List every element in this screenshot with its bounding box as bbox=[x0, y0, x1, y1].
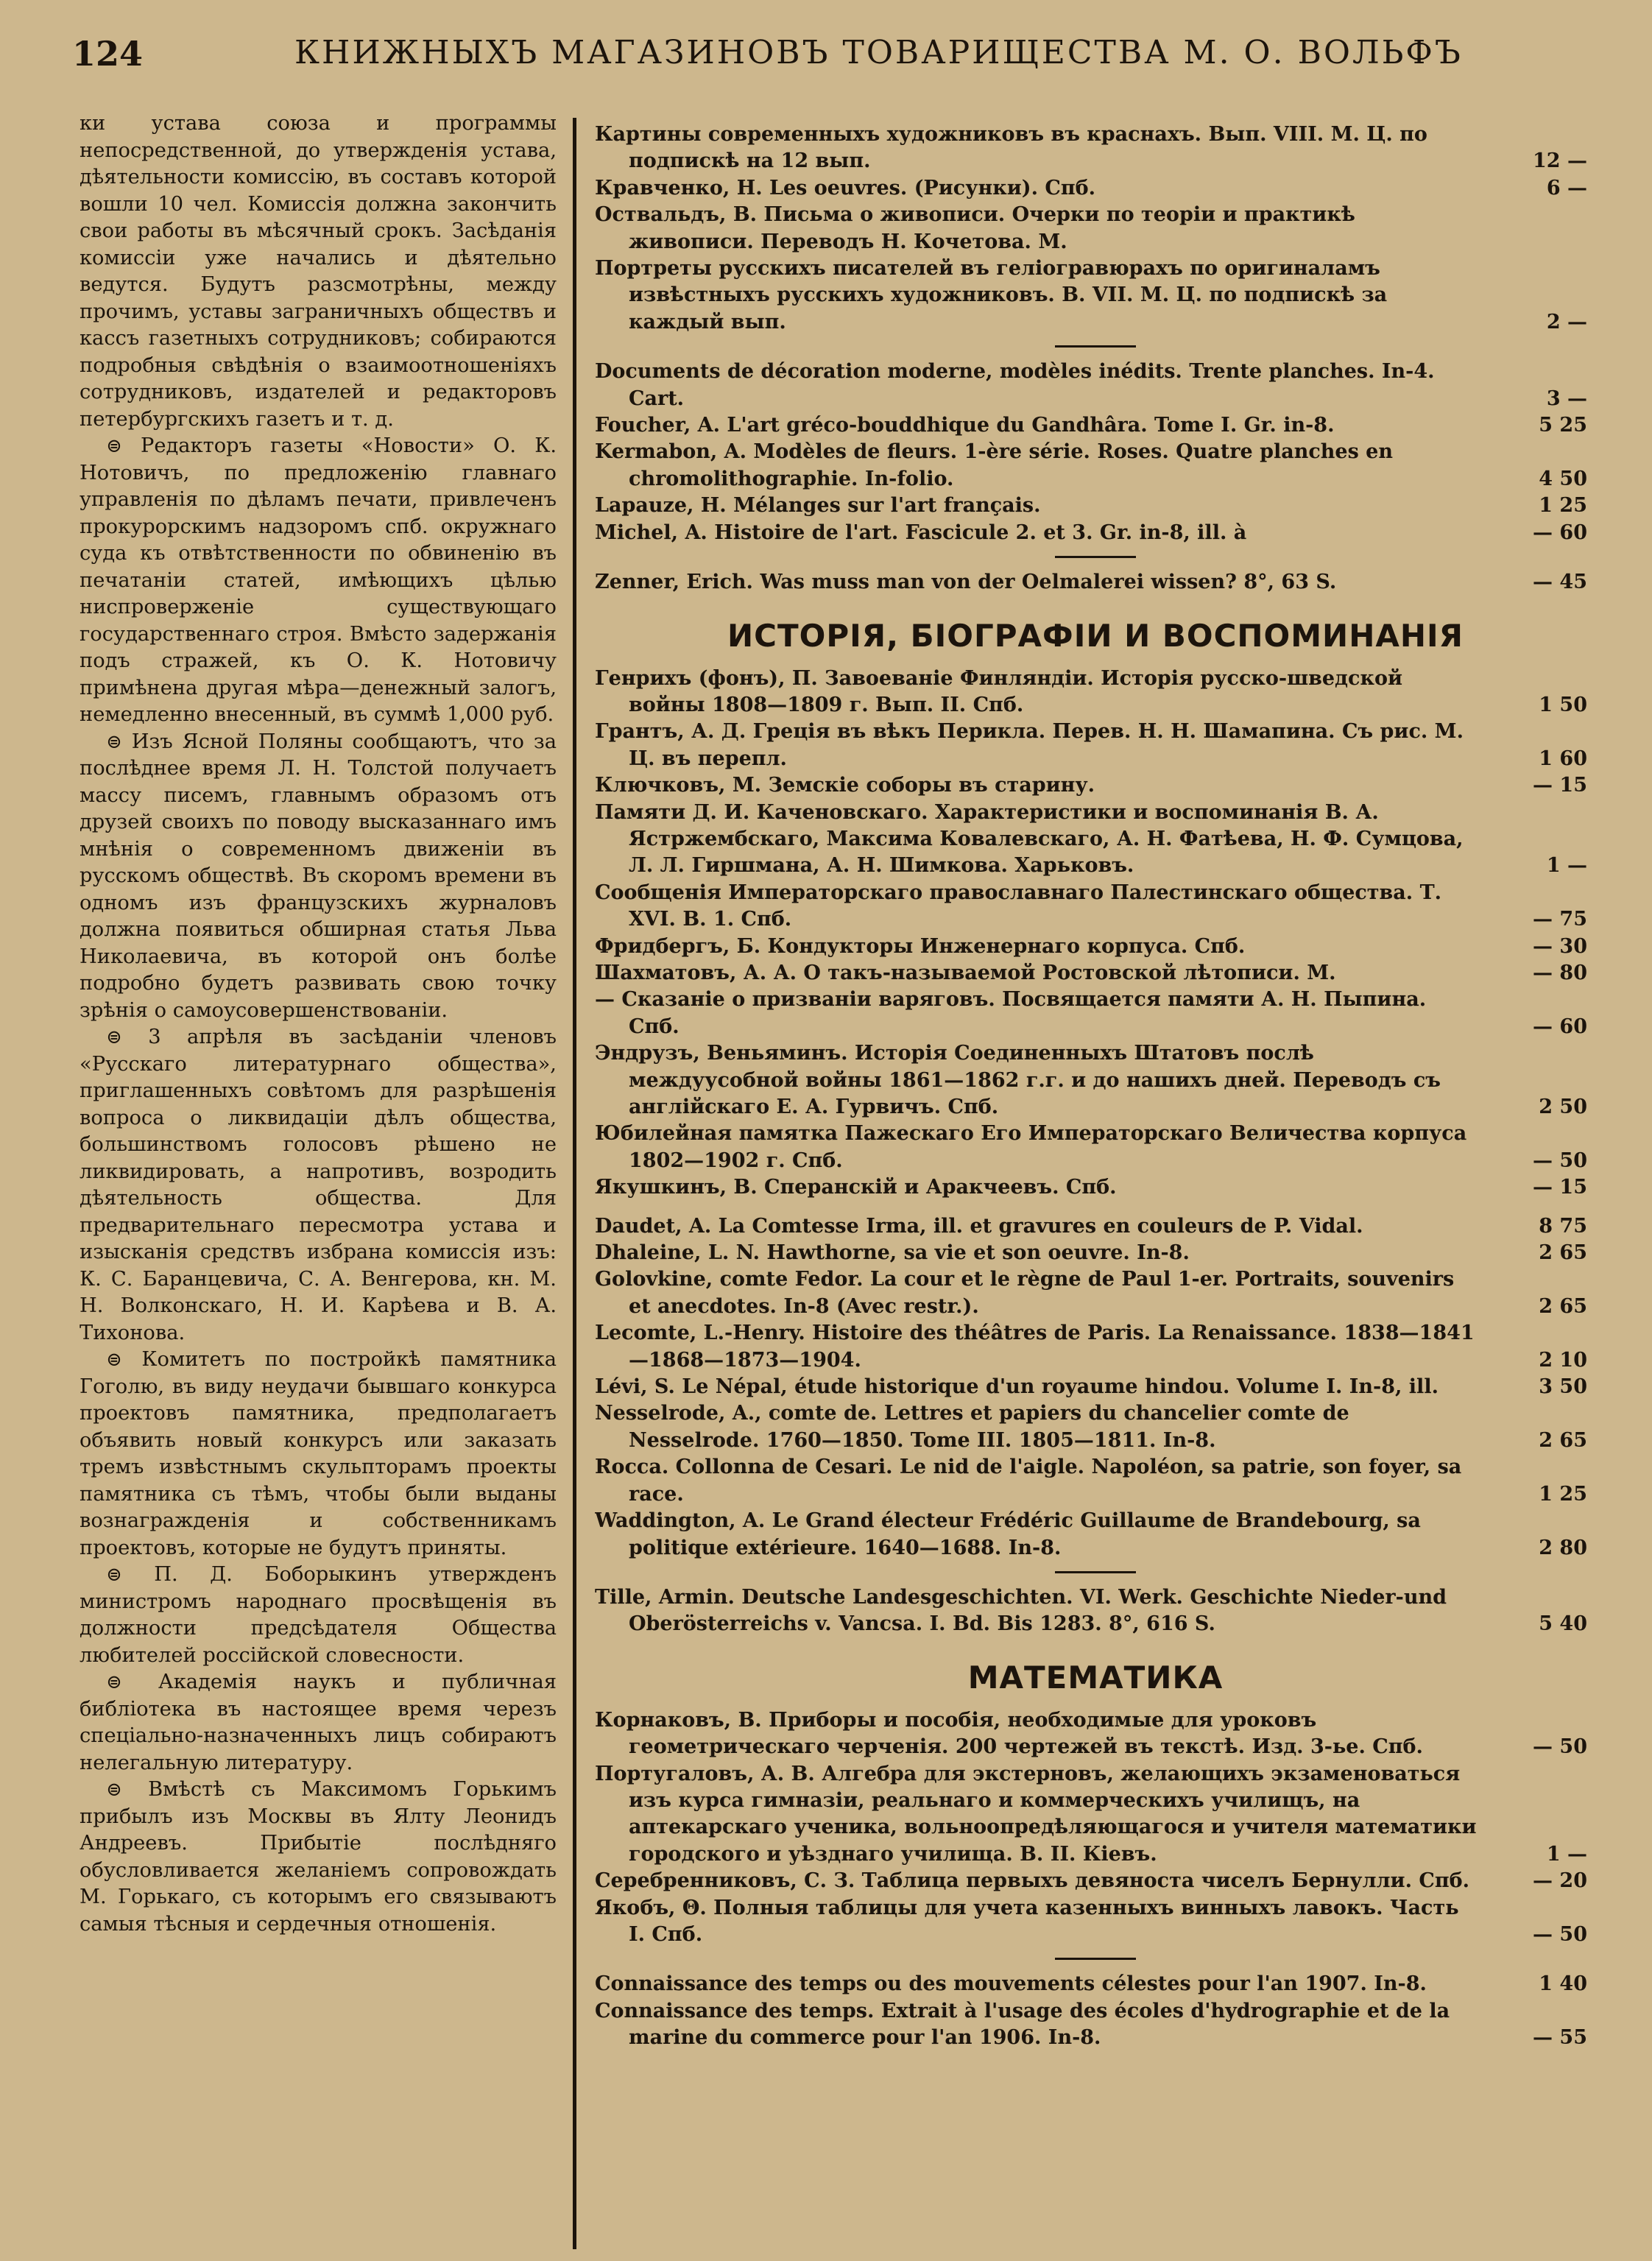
news-bullet-icon: ⊜ bbox=[106, 1671, 122, 1693]
news-bullet-icon: ⊜ bbox=[106, 1026, 122, 1048]
entry-price: 5 25 bbox=[1539, 414, 1587, 437]
entry-price: 2 — bbox=[1546, 310, 1587, 334]
news-bullet-icon: ⊜ bbox=[106, 1779, 122, 1801]
entry-price: 12 — bbox=[1533, 149, 1587, 173]
news-text: ки устава союза и программы непосредственной, до утвержденія устава, дѣятельности комиссію, въ составъ которой вошли 10 чел. Комиссія должна закончить свои работы въ мѣсячный срокъ. Засѣданія комиссіи уже начались и дѣятельно ведутся. Будутъ разсмотрѣны, между прочимъ, уставы заграничныхъ обществъ и кассъ газетныхъ сотрудниковъ; собираются подробныя свѣдѣнія о взаимоотношеніяхъ сотрудниковъ, издателей и редакторовъ петербургскихъ газетъ и т. д. bbox=[80, 112, 557, 431]
news-text: Комитетъ по постройкѣ памятника Гоголю, въ виду неудачи бывшаго конкурса проектовъ памятника, предполагаетъ объявить новый конкурсъ или заказать тремъ извѣстнымъ скульпторамъ проекты памятника съ тѣмъ, чтобы были выданы вознагражденія и собственникамъ проектовъ, которые не будутъ приняты. bbox=[80, 1348, 557, 1559]
entry-title: Корнаковъ, В. Приборы и пособія, необходимые для уроковъ геометрическаго черченія. 200 чертежей въ текстѣ. Изд. 3-ье. Спб. bbox=[595, 1708, 1423, 1759]
entry-price: — 55 bbox=[1533, 2026, 1587, 2050]
entry-price: 1 25 bbox=[1539, 494, 1587, 518]
catalog-entry bbox=[595, 1174, 1596, 1201]
entry-title: Waddington, A. Le Grand électeur Frédéric Guillaume de Brandebourg, sa politique extérieure. 1640—1688. In-8. bbox=[595, 1509, 1421, 1559]
catalog-entry bbox=[595, 960, 1596, 987]
catalog-entry bbox=[595, 439, 1596, 493]
entry-title: Памяти Д. И. Каченовскаго. Характеристики и воспоминанія В. А. Ястржембскаго, Максима Ковалевскаго, А. Н. Фатѣева, Н. Ф. Сумцова, Л. Л. Гиршмана, А. Н. Шимкова. Харьковъ. bbox=[595, 800, 1464, 878]
entry-title: Documents de décoration moderne, modèles inédits. Trente planches. In-4. Cart. bbox=[595, 360, 1435, 410]
entry-title: Фридбергъ, Б. Кондукторы Инженернаго корпуса. Спб. bbox=[595, 934, 1246, 958]
entry-price: 2 65 bbox=[1539, 1294, 1587, 1318]
catalog-entry bbox=[595, 175, 1596, 202]
news-paragraph bbox=[80, 1347, 557, 1562]
entry-price: 2 10 bbox=[1539, 1348, 1587, 1372]
catalog-entry bbox=[595, 719, 1596, 772]
separator-rule bbox=[1055, 1958, 1136, 1960]
entry-price: — 50 bbox=[1533, 1735, 1587, 1759]
art-de-group bbox=[595, 569, 1596, 596]
entry-price: 1 — bbox=[1546, 1842, 1587, 1866]
entry-title: Daudet, A. La Comtesse Irma, ill. et gravures en couleurs de P. Vidal. bbox=[595, 1214, 1363, 1238]
news-text: Вмѣстѣ съ Максимомъ Горькимъ прибылъ изъ Москвы въ Ялту Леонидъ Андреевъ. Прибытіе послѣдняго обусловливается желаніемъ сопровождать М. Горькаго, съ которымъ его связываютъ самыя тѣсныя и сердечныя отношенія. bbox=[80, 1778, 557, 1936]
catalog-entry bbox=[595, 987, 1596, 1040]
catalog-entry bbox=[595, 520, 1596, 546]
catalog-entry bbox=[595, 1895, 1596, 1949]
separator-rule bbox=[1055, 345, 1136, 348]
catalog-entry bbox=[595, 412, 1596, 439]
entry-price: — 80 bbox=[1533, 961, 1587, 984]
entry-title: Сообщенія Императорскаго православнаго Палестинскаго общества. Т. XVI. В. 1. Спб. bbox=[595, 881, 1442, 931]
entry-title: Генрихъ (фонъ), П. Завоеваніе Финляндіи. Исторія русско-шведской войны 1808—1809 г. Вып. II. Спб. bbox=[595, 666, 1403, 716]
entry-price: 4 50 bbox=[1539, 467, 1587, 490]
entry-price: — 15 bbox=[1533, 1176, 1587, 1199]
entry-title: Lapauze, H. Mélanges sur l'art français. bbox=[595, 494, 1041, 518]
entry-price: — 60 bbox=[1533, 1015, 1587, 1038]
catalog-entry bbox=[595, 1240, 1596, 1266]
news-paragraph bbox=[80, 1024, 557, 1347]
news-paragraph bbox=[80, 110, 557, 433]
entry-title: Kermabon, A. Modèles de fleurs. 1-ère série. Roses. Quatre planches en chromolithographie. In-folio. bbox=[595, 440, 1393, 490]
page-header bbox=[0, 28, 1652, 94]
entry-price: — 45 bbox=[1533, 571, 1587, 594]
entry-title: Michel, A. Histoire de l'art. Fascicule 2. et 3. Gr. in-8, ill. à bbox=[595, 521, 1247, 544]
entry-price: 3 — bbox=[1546, 387, 1587, 410]
entry-title: Nesselrode, A., comte de. Lettres et papiers du chancelier comte de Nesselrode. 1760—1850. Tome III. 1805—1811. In-8. bbox=[595, 1402, 1349, 1452]
catalog-entry bbox=[595, 1584, 1596, 1638]
catalog-column bbox=[595, 121, 1596, 2249]
catalog-entry bbox=[595, 1998, 1596, 2052]
history-ru-group bbox=[595, 666, 1596, 1202]
entry-price: 1 25 bbox=[1539, 1482, 1587, 1506]
entry-title: Foucher, A. L'art gréco-bouddhique du Gandhâra. Tome I. Gr. in-8. bbox=[595, 414, 1335, 437]
news-text: Редакторъ газеты «Новости» О. К. Нотовичъ, по предложенію главнаго управленія по дѣламъ печати, привлеченъ прокурорскимъ надзоромъ спб. окружнаго суда къ отвѣтственности по обвиненію въ печатаніи статей, имѣющихъ цѣлью ниспроверженіе существующаго государственнаго строя. Вмѣсто задержанія подъ стражей, къ О. К. Нотовичу примѣнена другая мѣра—денежный залогъ, немедленно внесенный, въ суммѣ 1,000 руб. bbox=[80, 434, 557, 726]
catalog-entry bbox=[595, 1213, 1596, 1240]
news-text: Изъ Ясной Поляны сообщаютъ, что за послѣднее время Л. Н. Толстой получаетъ массу писемъ, главнымъ образомъ отъ друзей своихъ по поводу высказаннаго имъ мнѣнія о современномъ движеніи въ русскомъ обществѣ. Въ скоромъ времени въ одномъ изъ французскихъ журналовъ должна появиться обширная статья Льва Николаевича, въ которой онъ болѣе подробно будетъ развивать свою точку зрѣнія о самоусовершенствованіи. bbox=[80, 730, 557, 1022]
entry-title: Lecomte, L.-Henry. Histoire des théâtres de Paris. La Renaissance. 1838—1841—1868—1873—1904. bbox=[595, 1322, 1475, 1372]
news-bullet-icon: ⊜ bbox=[106, 435, 122, 457]
entry-title: Dhaleine, L. N. Hawthorne, sa vie et son oeuvre. In-8. bbox=[595, 1241, 1190, 1265]
news-text: Академія наукъ и публичная библіотека въ настоящее время черезъ спеціально-назначенныхъ лицъ собираютъ нелегальную литературу. bbox=[80, 1671, 557, 1774]
entry-title: Якобъ, Θ. Полныя таблицы для учета казенныхъ винныхъ лавокъ. Часть I. Спб. bbox=[595, 1896, 1459, 1946]
news-paragraph bbox=[80, 729, 557, 1025]
entry-title: Шахматовъ, А. А. О такъ-называемой Ростовской лѣтописи. М. bbox=[595, 961, 1336, 984]
entry-title: Lévi, S. Le Népal, étude historique d'un royaume hindou. Volume I. In-8, ill. bbox=[595, 1375, 1439, 1399]
entry-title: Картины современныхъ художниковъ въ краснахъ. Вып. VIII. М. Ц. по подпискѣ на 12 вып. bbox=[595, 123, 1427, 173]
entry-price: — 75 bbox=[1533, 908, 1587, 931]
separator-rule bbox=[1055, 556, 1136, 558]
news-text: 3 апрѣля въ засѣданіи членовъ «Русскаго литературнаго общества», приглашенныхъ совѣтомъ для разрѣшенія вопроса о ликвидаціи дѣлъ общества, большинствомъ голосовъ рѣшено не ликвидировать, а напротивъ, возродить дѣятельность общества. Для предварительнаго пересмотра устава и изысканія средствъ избрана комиссія изъ: К. С. Баранцевича, С. А. Венгерова, кн. М. Н. Волконскаго, Н. И. Карѣева и В. А. Тихонова. bbox=[80, 1026, 557, 1344]
catalog-entry bbox=[595, 800, 1596, 880]
catalog-entry bbox=[595, 121, 1596, 175]
column-divider bbox=[573, 118, 576, 2249]
entry-price: — 20 bbox=[1533, 1869, 1587, 1893]
news-paragraph bbox=[80, 1777, 557, 1938]
catalog-entry bbox=[595, 1374, 1596, 1400]
entry-price: 1 — bbox=[1546, 854, 1587, 878]
entry-price: 8 75 bbox=[1539, 1214, 1587, 1238]
catalog-entry bbox=[595, 934, 1596, 960]
catalog-entry bbox=[595, 569, 1596, 596]
entry-price: 6 — bbox=[1546, 176, 1587, 200]
art-fr-group bbox=[595, 359, 1596, 546]
entry-title: Кравченко, Н. Les oeuvres. (Рисунки). Спб. bbox=[595, 176, 1096, 200]
entry-price: — 50 bbox=[1533, 1922, 1587, 1946]
catalog-entry bbox=[595, 255, 1596, 336]
catalog-entry bbox=[595, 1320, 1596, 1374]
catalog-entry bbox=[595, 202, 1596, 255]
entry-price: 2 80 bbox=[1539, 1536, 1587, 1559]
separator-rule bbox=[1055, 1571, 1136, 1573]
entry-title: Connaissance des temps ou des mouvements célestes pour l'an 1907. In-8. bbox=[595, 1972, 1427, 1996]
math-ru-group bbox=[595, 1707, 1596, 1949]
catalog-entry bbox=[595, 359, 1596, 412]
page-number: 124 bbox=[72, 34, 144, 74]
catalog-entry bbox=[595, 493, 1596, 519]
entry-price: — 50 bbox=[1533, 1149, 1587, 1172]
history-fr-group bbox=[595, 1213, 1596, 1562]
catalog-entry bbox=[595, 1121, 1596, 1174]
catalog-entry bbox=[595, 1868, 1596, 1894]
group-spacer bbox=[595, 1202, 1596, 1213]
catalog-entry bbox=[595, 1400, 1596, 1454]
entry-title: Оствальдъ, В. Письма о живописи. Очерки по теоріи и практикѣ живописи. Переводъ Н. Кочетова. М. bbox=[595, 203, 1355, 253]
catalog-entry bbox=[595, 1508, 1596, 1562]
entry-title: Rocca. Collonna de Cesari. Le nid de l'aigle. Napoléon, sa patrie, son foyer, sa race. bbox=[595, 1456, 1462, 1506]
entry-title: Tille, Armin. Deutsche Landesgeschichten. VI. Werk. Geschichte Nieder-und Oberösterreichs v. Vancsa. I. Bd. Bis 1283. 8°, 616 S. bbox=[595, 1585, 1447, 1636]
running-title: КНИЖНЫХЪ МАГАЗИНОВЪ ТОВАРИЩЕСТВА М. О. ВОЛЬФЪ bbox=[294, 34, 1463, 71]
entry-price: 1 50 bbox=[1539, 693, 1587, 716]
news-paragraph bbox=[80, 1669, 557, 1777]
news-bullet-icon: ⊜ bbox=[106, 1564, 122, 1586]
entry-price: — 60 bbox=[1533, 521, 1587, 544]
entry-title: Португаловъ, А. В. Алгебра для экстерновъ, желающихъ экзаменоваться изъ курса гимназіи, реальнаго и коммерческихъ училищъ, на аптекарскаго ученика, вольноопредѣляющагося и учителя математики городского и уѣзднаго училища. В. II. Кіевъ. bbox=[595, 1762, 1477, 1866]
history-de-group bbox=[595, 1584, 1596, 1638]
entry-title: Ключковъ, М. Земскіе соборы въ старину. bbox=[595, 774, 1095, 797]
news-column bbox=[80, 110, 557, 2246]
entry-title: Connaissance des temps. Extrait à l'usage des écoles d'hydrographie et de la marine du commerce pour l'an 1906. In-8. bbox=[595, 1999, 1450, 2050]
catalog-entry bbox=[595, 772, 1596, 799]
catalog-entry bbox=[595, 880, 1596, 934]
news-text: П. Д. Боборыкинъ утвержденъ министромъ народнаго просвѣщенія въ должности предсѣдателя Общества любителей россійской словесности. bbox=[80, 1563, 557, 1667]
entry-title: Юбилейная памятка Пажескаго Его Императорскаго Величества корпуса 1802—1902 г. Спб. bbox=[595, 1122, 1467, 1172]
entry-price: 5 40 bbox=[1539, 1612, 1587, 1636]
entry-title: Портреты русскихъ писателей въ геліогравюрахъ по оригиналамъ извѣстныхъ русскихъ художниковъ. В. VII. М. Ц. по подпискѣ за каждый вып. bbox=[595, 257, 1388, 334]
entry-title: Серебренниковъ, С. З. Таблица первыхъ девяноста чиселъ Бернулли. Спб. bbox=[595, 1869, 1470, 1893]
entry-price: 2 65 bbox=[1539, 1241, 1587, 1265]
entry-title: Грантъ, А. Д. Греція въ вѣкъ Перикла. Перев. Н. Н. Шамапина. Съ рис. М. Ц. въ перепл. bbox=[595, 720, 1464, 770]
section-title-math: МАТЕМАТИКА bbox=[967, 1659, 1224, 1696]
entry-title: Эндрузъ, Веньяминъ. Исторія Соединенныхъ Штатовъ послѣ междуусобной войны 1861—1862 г.г. и до нашихъ дней. Переводъ съ англійскаго Е. А. Гурвичъ. Спб. bbox=[595, 1042, 1441, 1118]
catalog-entry bbox=[595, 1266, 1596, 1320]
news-bullet-icon: ⊜ bbox=[106, 730, 122, 753]
entry-price: 2 65 bbox=[1539, 1428, 1587, 1452]
entry-title: — Сказаніе о призваніи варяговъ. Посвящается памяти А. Н. Пыпина. Спб. bbox=[595, 988, 1427, 1038]
entry-price: 2 50 bbox=[1539, 1096, 1587, 1118]
catalog-entry bbox=[595, 1040, 1596, 1121]
section-title-history: ИСТОРІЯ, БІОГРАФІИ И ВОСПОМИНАНІЯ bbox=[727, 617, 1464, 654]
art-ru-group bbox=[595, 121, 1596, 336]
catalog-entry bbox=[595, 1707, 1596, 1761]
news-paragraph bbox=[80, 1562, 557, 1669]
news-paragraph bbox=[80, 433, 557, 729]
catalog-entry bbox=[595, 1454, 1596, 1508]
entry-title: Якушкинъ, В. Сперанскій и Аракчеевъ. Спб. bbox=[595, 1176, 1117, 1199]
catalog-entry bbox=[595, 1971, 1596, 1997]
entry-title: Golovkine, comte Fedor. La cour et le règne de Paul 1-er. Portraits, souvenirs et anecdotes. In-8 (Avec restr.). bbox=[595, 1268, 1455, 1318]
news-bullet-icon: ⊜ bbox=[106, 1349, 122, 1371]
entry-price: 1 60 bbox=[1539, 747, 1587, 770]
catalog-entry bbox=[595, 1761, 1596, 1869]
entry-price: 1 40 bbox=[1539, 1972, 1587, 1996]
entry-price: 3 50 bbox=[1539, 1375, 1587, 1399]
entry-price: — 30 bbox=[1533, 934, 1587, 958]
entry-price: — 15 bbox=[1533, 774, 1587, 797]
catalog-entry bbox=[595, 666, 1596, 719]
math-fr-group bbox=[595, 1971, 1596, 2051]
entry-title: Zenner, Erich. Was muss man von der Oelmalerei wissen? 8°, 63 S. bbox=[595, 571, 1337, 594]
